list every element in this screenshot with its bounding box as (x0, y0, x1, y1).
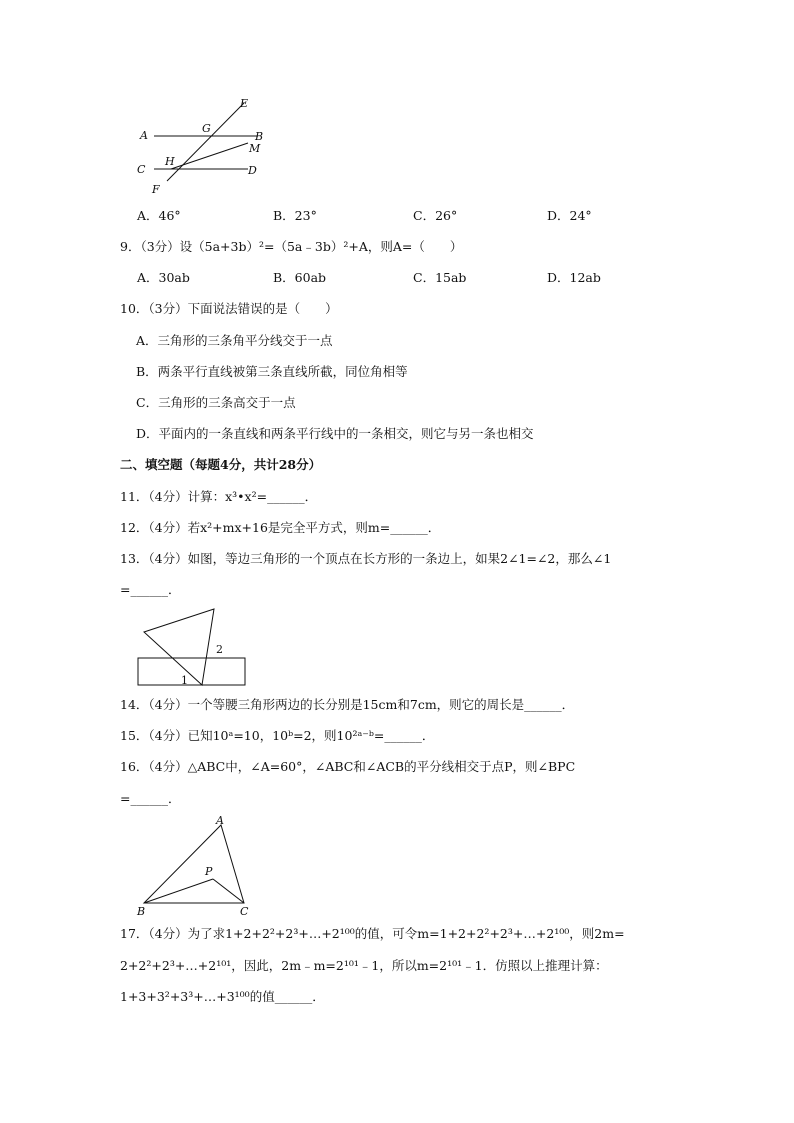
q9-stem: 9．（3分）设（5a+3b）²=（5a﹣3b）²+A，则A=（ ） (120, 239, 463, 254)
q8-option-a: A．46° (137, 208, 181, 223)
q17-line2: 2+2²+2³+…+2¹⁰¹，因此，2m﹣m=2¹⁰¹﹣1，所以m=2¹⁰¹﹣1．仿照以上推理计算： (120, 958, 608, 973)
label-e: E (240, 97, 249, 110)
q11: 11．（4分）计算：x³•x²=______． (120, 489, 318, 504)
label-h: H (165, 155, 175, 168)
q10-option-a: A．三角形的三条角平分线交于一点 (136, 333, 333, 348)
label-c: C (137, 163, 146, 176)
q13-line1: 13．（4分）如图，等边三角形的一个顶点在长方形的一条边上，如果2∠1=∠2，那么∠1 (120, 551, 612, 566)
segment-cp (213, 879, 244, 903)
q17-line1: 17．（4分）为了求1+2+2²+2³+…+2¹⁰⁰的值，可令m=1+2+2²+2³+…+2¹⁰⁰，则2m= (120, 926, 625, 941)
q15: 15．（4分）已知10ᵃ=10，10ᵇ=2，则10²ᵃ⁻ᵇ=______． (120, 728, 435, 743)
q8-option-c: C．26° (413, 208, 458, 223)
q9-option-c: C．15ab (413, 270, 467, 285)
q14: 14．（4分）一个等腰三角形两边的长分别是15cm和7cm，则它的周长是______． (120, 697, 575, 712)
label-p: P (205, 865, 213, 878)
label-d: D (248, 164, 257, 177)
triangle-bisector-figure (134, 812, 258, 920)
q10-option-c: C．三角形的三条高交于一点 (136, 395, 296, 410)
q9-option-a: A．30ab (137, 270, 190, 285)
label-b: B (137, 905, 146, 918)
section-heading-fill-in: 二、填空题（每题4分，共计28分） (120, 457, 322, 472)
q10-option-b: B．两条平行直线被第三条直线所截，同位角相等 (136, 364, 408, 379)
q17-line3: 1+3+3²+3³+…+3¹⁰⁰的值______． (120, 989, 325, 1004)
label-g: G (202, 122, 211, 135)
triangle-rectangle-figure (136, 604, 251, 689)
q8-option-b: B．23° (273, 208, 317, 223)
rectangle (138, 658, 245, 685)
label-b: B (255, 130, 264, 143)
q8-option-d: D．24° (547, 208, 592, 223)
angle-1-label: 1 (181, 674, 188, 687)
label-m: M (249, 142, 261, 155)
label-a: A (216, 814, 224, 827)
q10-stem: 10．（3分）下面说法错误的是（ ） (120, 301, 338, 316)
q9-option-d: D．12ab (547, 270, 601, 285)
q12: 12．（4分）若x²+mx+16是完全平方式，则m=______． (120, 520, 441, 535)
segment-bp (144, 879, 213, 903)
q16-line2: =______． (120, 791, 181, 806)
label-c: C (240, 905, 249, 918)
q10-option-d: D．平面内的一条直线和两条平行线中的一条相交，则它与另一条也相交 (136, 426, 534, 441)
parallel-lines-figure (134, 95, 274, 195)
equilateral-triangle (144, 609, 214, 685)
q13-line2: =______． (120, 582, 181, 597)
label-f: F (152, 183, 160, 195)
label-a: A (140, 129, 148, 142)
angle-2-label: 2 (216, 643, 223, 656)
line-hm (171, 143, 248, 169)
q9-option-b: B．60ab (273, 270, 327, 285)
q16-line1: 16．（4分）△ABC中，∠A=60°，∠ABC和∠ACB的平分线相交于点P，则∠BPC (120, 759, 576, 774)
